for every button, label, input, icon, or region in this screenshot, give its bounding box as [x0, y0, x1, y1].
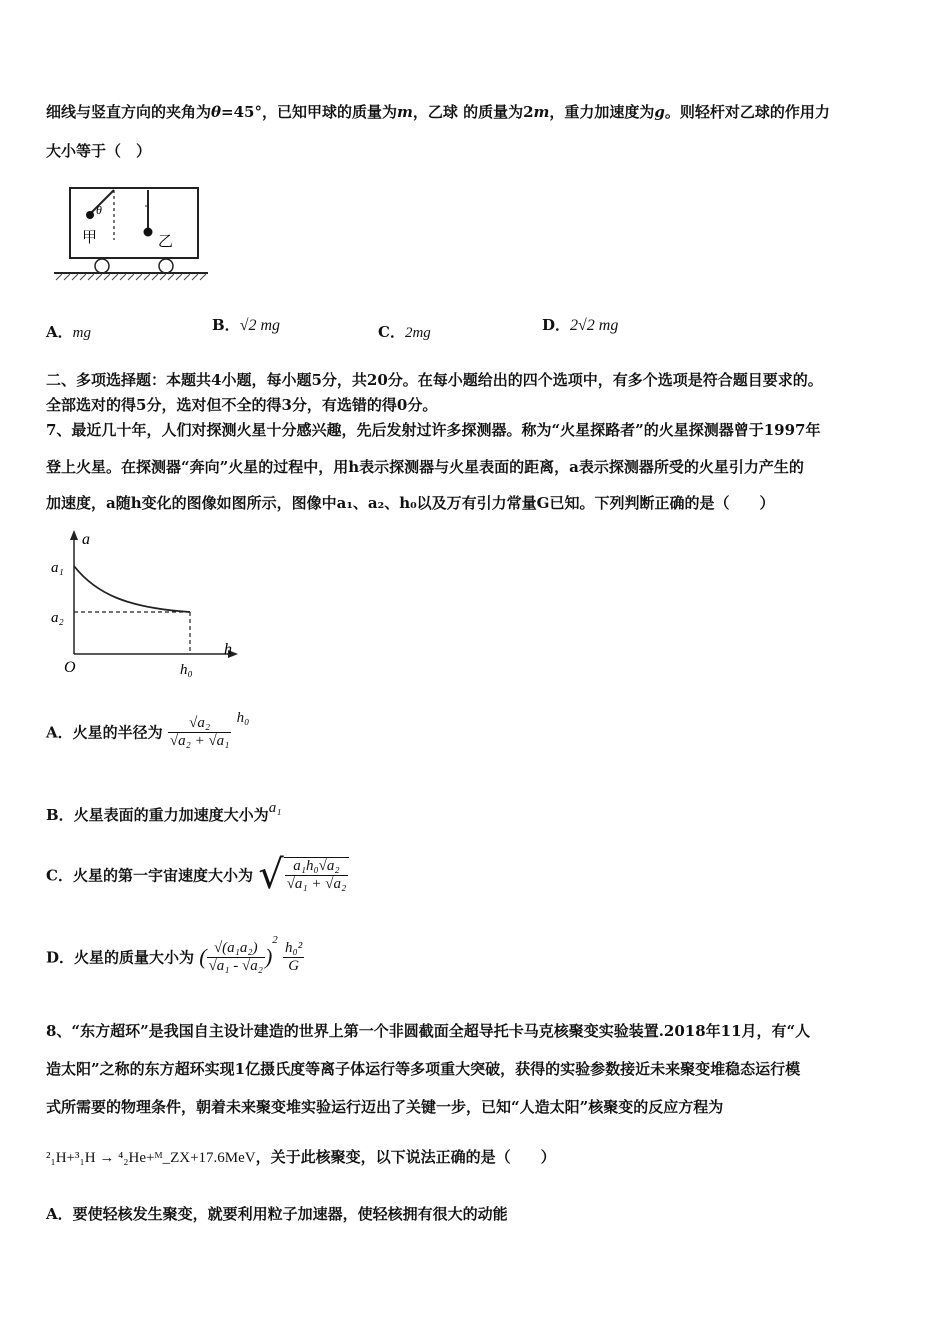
q7-stem-line2: 登上火星。在探测器“奔向”火星的过程中，用h表示探测器与火星表面的距离，a表示探测器所受的火星引力产生的 [46, 458, 804, 476]
q8-stem-line4: ²₁H+³₁H → ⁴₂He+ᴹ_ZX+17.6MeV，关于此核聚变，以下说法正确的是（ ） [46, 1148, 556, 1166]
theta-label: θ [96, 203, 102, 217]
q6-option-d[interactable]: D．2√2 mg [542, 316, 619, 334]
q8-stem-line2: 造太阳”之称的东方超环实现1亿摄氏度等离子体运行等多项重大突破，获得的实验参数接近未来聚变堆稳态运行模 [46, 1060, 801, 1078]
q7-option-c[interactable]: C．火星的第一宇宙速度大小为 √ $\frac{\text{a₁h₀√a₂}}{\text{√a₁ + √a₂}}$ [46, 852, 349, 898]
yi-label: 乙 [158, 234, 174, 250]
section2-line1: 二、多项选择题：本题共4小题，每小题5分，共20分。在每小题给出的四个选项中，有多个选项是符合题目要求的。 [46, 371, 823, 389]
jia-label: 甲 [82, 230, 98, 246]
section2-line2: 全部选对的得5分，选对但不全的得3分，有选错的得0分。 [46, 396, 438, 414]
h0-label: h₀ [180, 662, 193, 678]
q6-option-b[interactable]: B．√2 mg [212, 316, 281, 334]
x-axis-label: h [224, 641, 232, 658]
q7-option-d[interactable]: D．火星的质量大小为 ( $\frac{\text{√(a₁a₂)}}{\text{√a₁ - √a₂}}$ )$^2$ $\frac{\text{h₀²}}{G}$ [46, 934, 303, 974]
q8-option-a[interactable]: A．要使轻核发生聚变，就要利用粒子加速器，使轻核拥有很大的动能 [46, 1205, 508, 1223]
q7-stem-line3: 加速度，a随h变化的图像如图所示，图像中a₁、a₂、h₀以及万有引力常量G已知。下列判断正确的是（ ） [46, 494, 775, 512]
fusion-equation: ²₁H+³₁H → ⁴₂He+ᴹ_ZX+17.6MeV [46, 1150, 256, 1166]
q6-option-c[interactable]: C．2mg [378, 323, 431, 341]
q6-option-a[interactable]: A．mg [46, 323, 91, 341]
y-axis-label: a [82, 531, 90, 548]
q8-stem-line1: 8、“东方超环”是我国自主设计建造的世界上第一个非圆截面全超导托卡马克核聚变实验装置.2018年11月，有“人 [46, 1022, 811, 1040]
origin-label: O [64, 659, 76, 676]
a1-label: a₁ [51, 560, 64, 576]
q7-option-b[interactable]: B．火星表面的重力加速度大小为a₁ [46, 800, 282, 824]
q7-option-a[interactable]: A．火星的半径为 $\frac{\text{√a₂}}{\text{√a₂ + √a₁}}$ h₀ [46, 710, 250, 749]
q7-graph [48, 524, 248, 682]
q6-stem-line1: 细线与竖直方向的夹角为θ=45°，已知甲球的质量为m，乙球 的质量为2m，重力加速度为g。则轻杆对乙球的作用力 [46, 103, 830, 121]
q8-stem-line3: 式所需要的物理条件，朝着未来聚变堆实验运行迈出了关键一步，已知“人造太阳”核聚变的反应方程为 [46, 1098, 724, 1116]
a2-label: a₂ [51, 610, 64, 626]
q6-stem-line2: 大小等于（ ） [46, 142, 152, 160]
q6-cart-figure [52, 184, 212, 284]
q7-stem-line1: 7、最近几十年，人们对探测火星十分感兴趣，先后发射过许多探测器。称为“火星探路者”的火星探测器曾于1997年 [46, 421, 821, 439]
